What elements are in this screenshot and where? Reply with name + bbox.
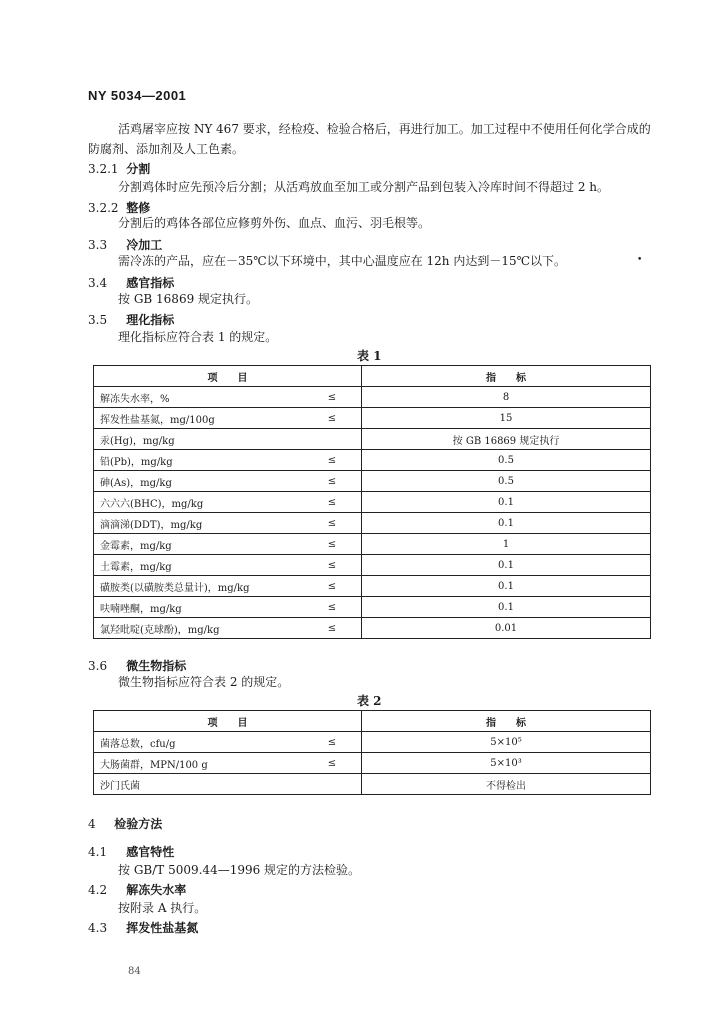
- table-cell-operator: ≤: [303, 450, 362, 471]
- table2-header-item: 项 目: [94, 711, 362, 732]
- table-row: [94, 450, 651, 471]
- table-cell-operator: ≤: [303, 408, 362, 429]
- table-row: [94, 618, 651, 639]
- table-cell-value: 5×10⁵: [362, 732, 651, 753]
- table1-header-index: 指 标: [362, 366, 651, 387]
- table-row: [94, 732, 651, 753]
- table-cell-item: 砷(As)，mg/kg: [94, 471, 304, 492]
- table-cell-value: 1: [362, 534, 651, 555]
- table-cell-operator: ≤: [303, 576, 362, 597]
- table2-header-index: 指 标: [362, 711, 651, 732]
- table-cell-operator: ≤: [303, 534, 362, 555]
- table-row: [94, 555, 651, 576]
- table-row: [94, 387, 651, 408]
- section-3-4-heading: 3.4 感官指标: [88, 276, 175, 290]
- table-row: [94, 471, 651, 492]
- table1-caption: 表 1: [357, 349, 382, 363]
- section-4-1-heading: 4.1 感官特性: [88, 845, 175, 859]
- table-cell-value: 0.01: [362, 618, 651, 639]
- table-cell-operator: [303, 429, 362, 450]
- table-cell-item: 大肠菌群，MPN/100 g: [94, 753, 304, 774]
- table-cell-operator: ≤: [303, 513, 362, 534]
- table-row: [94, 774, 651, 795]
- table-cell-value: 0.1: [362, 576, 651, 597]
- table-cell-operator: ≤: [303, 387, 362, 408]
- section-3-5-text: 理化指标应符合表 1 的规定。: [118, 330, 278, 344]
- section-3-3-heading: 3.3 冷加工: [88, 238, 163, 252]
- table-cell-operator: ≤: [303, 753, 362, 774]
- table-cell-value: 0.1: [362, 492, 651, 513]
- page-number: 84: [128, 966, 141, 977]
- table-cell-value: 按 GB 16869 规定执行: [362, 429, 651, 450]
- table-cell-value: 0.1: [362, 597, 651, 618]
- table-cell-value: 0.5: [362, 450, 651, 471]
- section-3-2-2-heading: 3.2.2 整修: [88, 201, 151, 215]
- table-cell-operator: ≤: [303, 471, 362, 492]
- table-row: [94, 429, 651, 450]
- table-cell-operator: ≤: [303, 597, 362, 618]
- table-cell-value: 0.1: [362, 513, 651, 534]
- table-cell-operator: ≤: [303, 732, 362, 753]
- table-cell-value: 不得检出: [362, 774, 651, 795]
- section-3-2-1-text: 分割鸡体时应先预冷后分割；从活鸡放血至加工或分割产品到包装入冷库时间不得超过 2 h。: [118, 180, 609, 194]
- table-cell-value: 0.5: [362, 471, 651, 492]
- table-cell-item: 氯羟吡啶(克球酚)，mg/kg: [94, 618, 304, 639]
- table-cell-item: 汞(Hg)，mg/kg: [94, 429, 304, 450]
- section-3-2-2-text: 分割后的鸡体各部位应修剪外伤、血点、血污、羽毛根等。: [118, 216, 431, 230]
- table-cell-item: 菌落总数，cfu/g: [94, 732, 304, 753]
- table-cell-operator: [303, 774, 362, 795]
- table-row: [94, 408, 651, 429]
- table-row: [94, 597, 651, 618]
- table-2: [93, 710, 651, 795]
- section-3-5-heading: 3.5 理化指标: [88, 313, 175, 327]
- table-row: [94, 576, 651, 597]
- intro-paragraph-line1: 活鸡屠宰应按 NY 467 要求，经检疫、检验合格后，再进行加工。加工过程中不使用任何化学合成的: [118, 122, 651, 136]
- section-4-heading: 4 检验方法: [88, 817, 163, 831]
- table-cell-item: 铅(Pb)，mg/kg: [94, 450, 304, 471]
- table-cell-operator: ≤: [303, 492, 362, 513]
- table-cell-value: 8: [362, 387, 651, 408]
- table1-header-item: 项 目: [94, 366, 362, 387]
- table-cell-value: 0.1: [362, 555, 651, 576]
- table-cell-operator: ≤: [303, 618, 362, 639]
- section-3-2-1-heading: 3.2.1 分割: [88, 162, 151, 176]
- table-cell-operator: ≤: [303, 555, 362, 576]
- table-cell-value: 15: [362, 408, 651, 429]
- section-3-4-text: 按 GB 16869 规定执行。: [118, 292, 259, 306]
- table-cell-item: 六六六(BHC)，mg/kg: [94, 492, 304, 513]
- table-row: [94, 492, 651, 513]
- section-4-2-text: 按附录 A 执行。: [118, 901, 207, 915]
- table-cell-item: 挥发性盐基氮，mg/100g: [94, 408, 304, 429]
- table2-caption: 表 2: [357, 694, 382, 708]
- table-cell-item: 呋喃唑酮，mg/kg: [94, 597, 304, 618]
- table-cell-item: 沙门氏菌: [94, 774, 304, 795]
- document-code-header: NY 5034—2001: [88, 88, 187, 103]
- intro-paragraph-line2: 防腐剂、添加剂及人工色素。: [88, 142, 245, 156]
- decorative-dot: •: [637, 255, 643, 265]
- section-3-3-text: 需冷冻的产品，应在－35℃以下环境中，其中心温度应在 12h 内达到－15℃以下。: [118, 254, 567, 268]
- section-4-1-text: 按 GB/T 5009.44—1996 规定的方法检验。: [118, 863, 361, 877]
- section-3-6-text: 微生物指标应符合表 2 的规定。: [118, 675, 290, 689]
- section-3-6-heading: 3.6 微生物指标: [88, 659, 187, 673]
- table-cell-item: 磺胺类(以磺胺类总量计)，mg/kg: [94, 576, 304, 597]
- table-cell-item: 滴滴涕(DDT)，mg/kg: [94, 513, 304, 534]
- table-cell-item: 金霉素，mg/kg: [94, 534, 304, 555]
- table-row: [94, 513, 651, 534]
- table-cell-item: 土霉素，mg/kg: [94, 555, 304, 576]
- section-4-2-heading: 4.2 解冻失水率: [88, 883, 187, 897]
- table-row: [94, 753, 651, 774]
- table-row: [94, 534, 651, 555]
- table-cell-value: 5×10³: [362, 753, 651, 774]
- table-1: [93, 365, 651, 639]
- table-cell-item: 解冻失水率，%: [94, 387, 304, 408]
- section-4-3-heading: 4.3 挥发性盐基氮: [88, 921, 199, 935]
